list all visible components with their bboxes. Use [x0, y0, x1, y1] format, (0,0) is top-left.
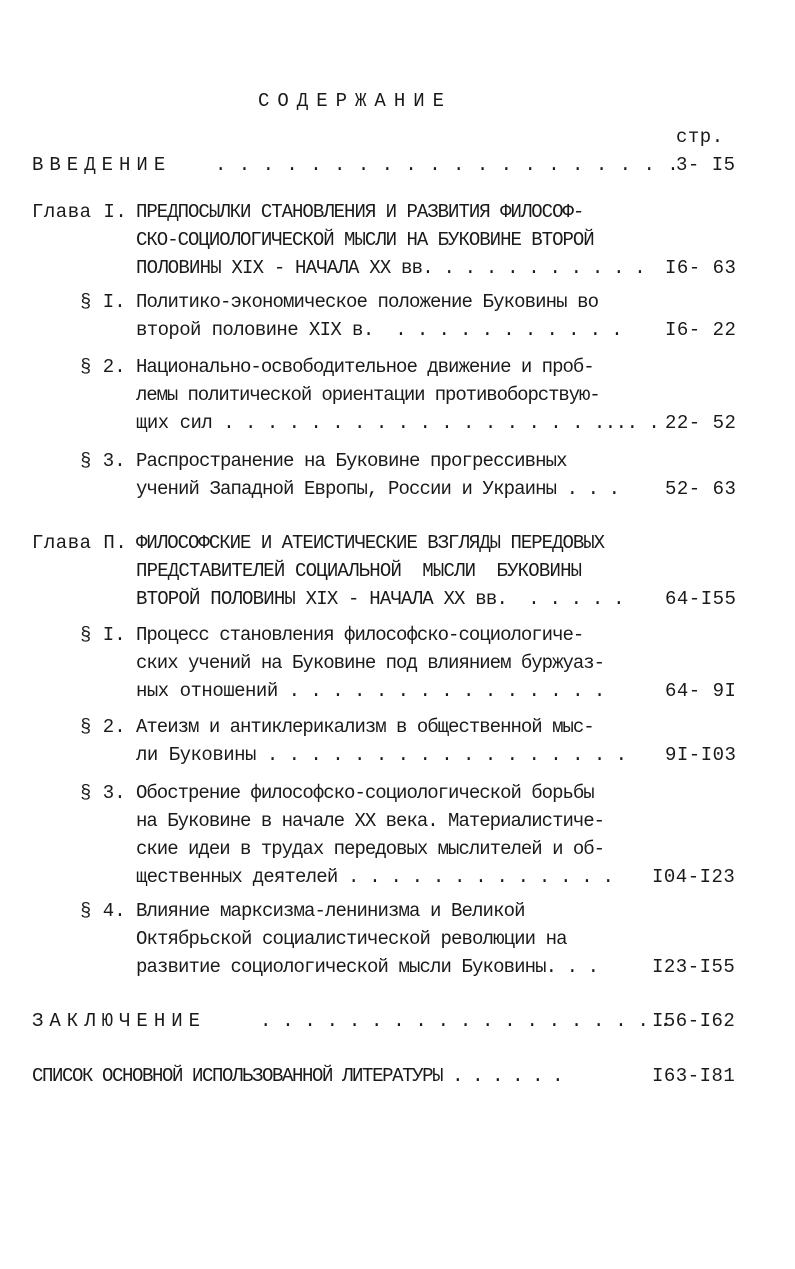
chapter-2-title-line-2: ПРЕДСТАВИТЕЛЕЙ СОЦИАЛЬНОЙ МЫСЛИ БУКОВИНЫ — [136, 560, 582, 582]
section-pages: I23-I55 — [652, 956, 736, 978]
conclusion-label: ЗАКЛЮЧЕНИЕ — [32, 1010, 207, 1032]
section-mark: § I. — [80, 291, 126, 313]
section-text-line-1: Политико-экономическое положение Буковины во — [136, 291, 599, 313]
section-mark: § 2. — [80, 716, 126, 738]
conclusion-dots: . . . . . . . . . . . . . . . . . . . — [260, 1010, 671, 1032]
section-mark: § 2. — [80, 356, 126, 378]
section-text-line-1: Процесс становления философско-социологиче- — [136, 624, 584, 646]
section-text-line-2: ли Буковины . . . . . . . . . . . . . . . . . — [136, 744, 627, 766]
section-pages: 64- 9I — [665, 680, 737, 702]
section-text-line-1: Атеизм и антиклерикализм в общественной мыс- — [136, 716, 594, 738]
section-text-line-3: ных отношений . . . . . . . . . . . . . . . — [136, 680, 605, 702]
section-text-line-2: ских учений на Буковине под влиянием буржуаз- — [136, 652, 605, 674]
chapter-1-prefix: Глава I. — [32, 201, 128, 223]
conclusion-pages: I56-I62 — [652, 1010, 736, 1032]
section-mark: § 4. — [80, 900, 126, 922]
literature-pages: I63-I81 — [652, 1065, 736, 1087]
section-text-line-3: ские идеи в трудах передовых мыслителей и об- — [136, 838, 605, 860]
section-text-line-2: на Буковине в начале XX века. Материалистиче- — [136, 810, 605, 832]
page-column-label: стр. — [676, 126, 724, 148]
chapter-1-title-line-2: СКО-СОЦИОЛОГИЧЕСКОЙ МЫСЛИ НА БУКОВИНЕ ВТОРОЙ — [136, 229, 594, 251]
section-text-line-1: Влияние марксизма-ленинизма и Великой — [136, 900, 525, 922]
literature-label: СПИСОК ОСНОВНОЙ ИСПОЛЬЗОВАННОЙ ЛИТЕРАТУРЫ . . . . . . — [32, 1065, 563, 1087]
chapter-2-title-line-1: ФИЛОСОФСКИЕ И АТЕИСТИЧЕСКИЕ ВЗГЛЯДЫ ПЕРЕДОВЫХ — [136, 532, 605, 554]
section-text-line-2: лемы политической ориентации противоборствую- — [136, 384, 600, 406]
section-text-line-1: Обострение философско-социологической борьбы — [136, 782, 594, 804]
section-pages: I6- 22 — [665, 319, 737, 341]
section-pages: 22- 52 — [665, 412, 737, 434]
section-text-line-2: учений Западной Европы, России и Украины . . . — [136, 478, 620, 500]
section-mark: § I. — [80, 624, 126, 646]
section-text-line-2: второй половине XIX в. . . . . . . . . . . . — [136, 319, 623, 341]
section-mark: § 3. — [80, 450, 126, 472]
chapter-1-title-line-3: ПОЛОВИНЫ XIX - НАЧАЛА XX вв. . . . . . . . . . . — [136, 257, 645, 279]
section-text-line-3: щих сил . . . . . . . . . . . . . . . . . .... . — [136, 412, 660, 434]
intro-pages: 3- I5 — [676, 154, 736, 176]
section-mark: § 3. — [80, 782, 126, 804]
chapter-1-title-line-1: ПРЕДПОСЫЛКИ СТАНОВЛЕНИЯ И РАЗВИТИЯ ФИЛОСОФ- — [136, 201, 584, 223]
chapter-2-prefix: Глава П. — [32, 532, 128, 554]
intro-label: ВВЕДЕНИЕ — [32, 154, 172, 176]
intro-dots: . . . . . . . . . . . . . . . . . . . . — [215, 154, 680, 176]
section-text-line-1: Национально-освободительное движение и проб- — [136, 356, 594, 378]
section-pages: 9I-I03 — [665, 744, 737, 766]
section-text-line-4: щественных деятелей . . . . . . . . . . . . . — [136, 866, 614, 888]
section-pages: 52- 63 — [665, 478, 737, 500]
chapter-2-pages: 64-I55 — [665, 588, 737, 610]
section-text-line-2: Октябрьской социалистической революции на — [136, 928, 567, 950]
section-pages: I04-I23 — [652, 866, 736, 888]
section-text-line-3: развитие социологической мысли Буковины. . . — [136, 956, 599, 978]
page-title: СОДЕРЖАНИЕ — [258, 90, 453, 112]
section-text-line-1: Распространение на Буковине прогрессивных — [136, 450, 567, 472]
chapter-2-title-line-3: ВТОРОЙ ПОЛОВИНЫ XIX - НАЧАЛА XX вв. . . . . . — [136, 588, 624, 610]
chapter-1-pages: I6- 63 — [665, 257, 737, 279]
